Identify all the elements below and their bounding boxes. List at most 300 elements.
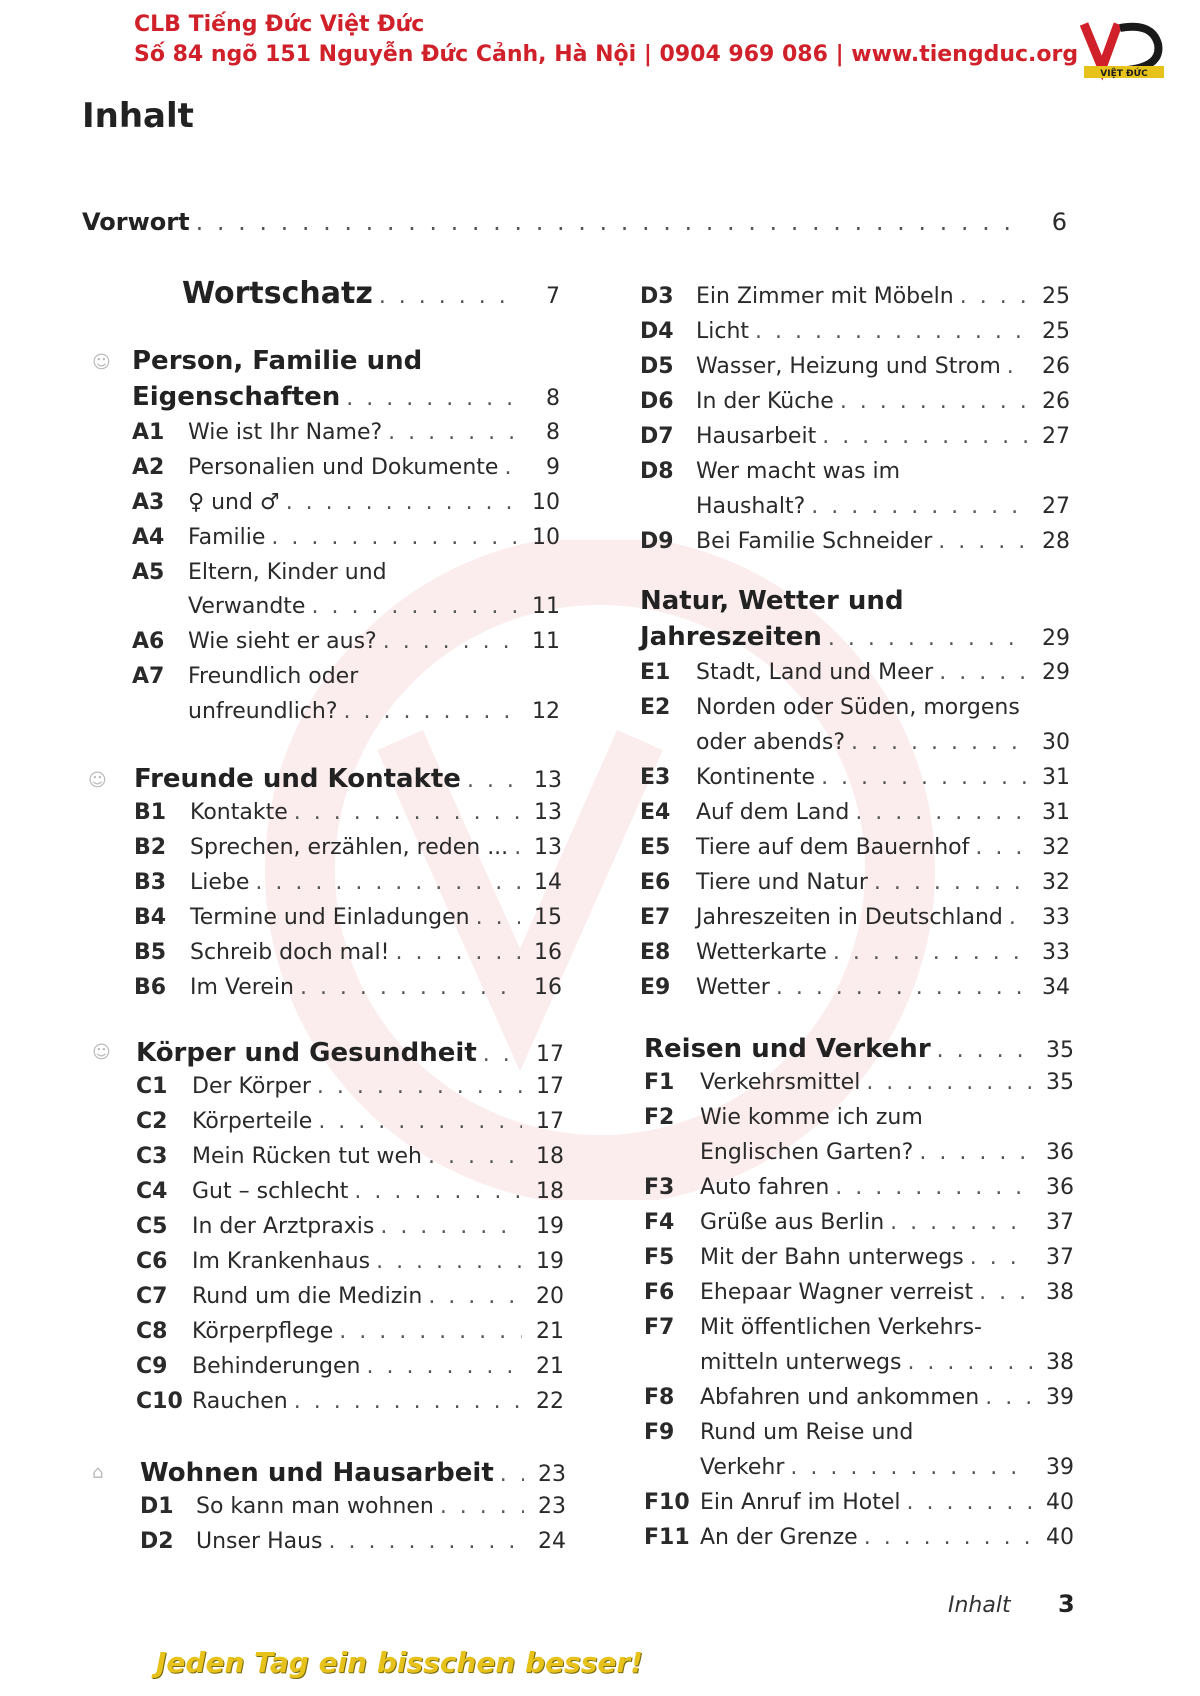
toc-entry-d7[interactable]: [640, 424, 1070, 449]
entry-number: E7: [640, 905, 671, 930]
toc-entry-e9[interactable]: [640, 975, 1070, 1000]
entry-number: E2: [640, 695, 671, 720]
page-number: 13: [534, 768, 562, 793]
entry-title: Stadt, Land und Meer: [696, 660, 934, 685]
toc-entry-b1[interactable]: [134, 800, 562, 825]
dot-leader: [890, 1210, 1032, 1235]
entry-title: Abfahren und ankommen: [700, 1385, 980, 1410]
entry-number: C9: [136, 1354, 168, 1379]
page-number: 6: [1051, 208, 1067, 236]
toc-entry-f9-line1[interactable]: [644, 1420, 1074, 1445]
entry-title: Sprechen, erzählen, reden ...: [190, 835, 509, 860]
entry-number: B1: [134, 800, 167, 825]
page-number: 26: [1042, 354, 1070, 379]
entry-title: Kontinente: [696, 765, 816, 790]
toc-entry-e2[interactable]: [640, 730, 1070, 755]
entry-number: C4: [136, 1179, 168, 1204]
entry-title: Tiere auf dem Bauernhof: [696, 835, 970, 860]
entry-title: Jahreszeiten in Deutschland: [696, 905, 1003, 930]
toc-entry-b5[interactable]: [134, 940, 562, 965]
page-number: 39: [1046, 1385, 1074, 1410]
toc-entry-d8[interactable]: [640, 494, 1070, 519]
dot-leader: [286, 490, 518, 515]
toc-entry-d3[interactable]: [640, 284, 1070, 309]
entry-title-cont: oder abends?: [696, 730, 846, 755]
entry-number: D6: [640, 389, 674, 414]
entry-title: Behinderungen: [192, 1354, 361, 1379]
entry-number: F2: [644, 1105, 675, 1130]
dot-leader: [354, 1179, 522, 1204]
entry-number: F7: [644, 1315, 675, 1340]
toc-entry-d6[interactable]: [640, 389, 1070, 414]
toc-entry-c3[interactable]: [136, 1144, 564, 1169]
page-number: 24: [538, 1529, 566, 1554]
page-number: 33: [1042, 905, 1070, 930]
dot-leader: [294, 800, 520, 825]
page-number: 21: [536, 1354, 564, 1379]
entry-title-cont: unfreundlich?: [188, 699, 338, 724]
page-number: 12: [532, 699, 560, 724]
page-number: 16: [534, 940, 562, 965]
page-number: 27: [1042, 494, 1070, 519]
page-number: 31: [1042, 765, 1070, 790]
dot-leader: [476, 905, 520, 930]
toc-entry-a6[interactable]: [132, 629, 560, 654]
page-number: 21: [536, 1319, 564, 1344]
dot-leader: [376, 1249, 522, 1274]
page-number: 35: [1046, 1038, 1074, 1063]
dot-leader: [255, 870, 520, 895]
person-icon: ☺: [92, 352, 111, 373]
toc-entry-f7[interactable]: [644, 1350, 1074, 1375]
dot-leader: [835, 1175, 1032, 1200]
entry-number: F5: [644, 1245, 675, 1270]
dot-leader: [822, 424, 1028, 449]
entry-title: Grüße aus Berlin: [700, 1210, 885, 1235]
entry-number: A5: [132, 560, 165, 585]
entry-title: In der Küche: [696, 389, 834, 414]
entry-number: D5: [640, 354, 674, 379]
entry-number: C8: [136, 1319, 168, 1344]
page-number: 38: [1046, 1350, 1074, 1375]
entry-number: F1: [644, 1070, 675, 1095]
entry-number: C5: [136, 1214, 168, 1239]
entry-number: A1: [132, 420, 165, 445]
dot-leader: [483, 1042, 522, 1067]
entry-title-cont: Verwandte: [188, 594, 306, 619]
toc-section-d[interactable]: [140, 1458, 566, 1488]
section-title-a-line1: Person, Familie und: [132, 346, 423, 376]
toc-entry-f7-line1[interactable]: [644, 1315, 1074, 1340]
toc-entry-f4[interactable]: [644, 1210, 1074, 1235]
entry-number: F4: [644, 1210, 675, 1235]
entry-title: Mit öffentlichen Verkehrs-: [700, 1315, 982, 1340]
page-number: 25: [1042, 319, 1070, 344]
toc-entry-c1[interactable]: [136, 1074, 564, 1099]
dot-leader: [300, 975, 520, 1000]
toc-entry-b4[interactable]: [134, 905, 562, 930]
toc-entry-f6[interactable]: [644, 1280, 1074, 1305]
toc-entry-c2[interactable]: [136, 1109, 564, 1134]
toc-entry-f11[interactable]: [644, 1525, 1074, 1550]
entry-title-cont: Haushalt?: [696, 494, 806, 519]
entry-title: Auto fahren: [700, 1175, 830, 1200]
page-number: 40: [1046, 1490, 1074, 1515]
entry-title: Gut – schlecht: [192, 1179, 349, 1204]
dot-leader: [938, 529, 1028, 554]
entry-title: Termine und Einladungen: [190, 905, 470, 930]
toc-entry-f5[interactable]: [644, 1245, 1074, 1270]
entry-title: Kontakte: [190, 800, 288, 825]
page-number: 23: [538, 1494, 566, 1519]
dot-leader: [346, 386, 518, 411]
toc-entry-d1[interactable]: [140, 1494, 566, 1519]
toc-entry-d4[interactable]: [640, 319, 1070, 344]
entry-title: Rund um Reise und: [700, 1420, 914, 1445]
page-number: 17: [536, 1074, 564, 1099]
toc-entry-vorwort[interactable]: [82, 208, 1067, 236]
toc-entry-f8[interactable]: [644, 1385, 1074, 1410]
entry-title: Ehepaar Wagner verreist: [700, 1280, 974, 1305]
entry-title: Rund um die Medizin: [192, 1284, 423, 1309]
dot-leader: [504, 455, 518, 480]
page-number: 17: [536, 1042, 564, 1067]
house-icon: ⌂: [92, 1462, 104, 1483]
dot-leader: [970, 1245, 1032, 1270]
entry-number: E8: [640, 940, 671, 965]
toc-entry-e4[interactable]: [640, 800, 1070, 825]
entry-number: B2: [134, 835, 167, 860]
dot-leader: [344, 699, 518, 724]
entry-number: F11: [644, 1525, 690, 1550]
entry-number: D1: [140, 1494, 174, 1519]
page-number: 40: [1046, 1525, 1074, 1550]
toc-entry-e5[interactable]: [640, 835, 1070, 860]
page-title: Inhalt: [82, 96, 194, 136]
section-title-b: Freunde und Kontakte: [134, 764, 461, 794]
entry-number: D2: [140, 1529, 174, 1554]
toc-entry-f2-line1[interactable]: [644, 1105, 1074, 1130]
dot-leader: [840, 389, 1028, 414]
page-number: 15: [534, 905, 562, 930]
toc-section-f[interactable]: [644, 1034, 1074, 1064]
page-number: 8: [546, 386, 560, 411]
toc-entry-d8-line1[interactable]: [640, 459, 1070, 484]
dot-leader: [271, 525, 518, 550]
toc-entry-b3[interactable]: [134, 870, 562, 895]
dot-leader: [960, 284, 1028, 309]
dot-leader: [339, 1319, 522, 1344]
toc-entry-a5[interactable]: [132, 594, 560, 619]
toc-entry-e1[interactable]: [640, 660, 1070, 685]
dot-leader: [196, 208, 1025, 236]
page-number: 30: [1042, 730, 1070, 755]
logo-text: VIỆT ĐỨC: [1100, 69, 1148, 79]
entry-title: Mit der Bahn unterwegs: [700, 1245, 964, 1270]
page-number: 39: [1046, 1455, 1074, 1480]
entry-number: D7: [640, 424, 674, 449]
page-number: 36: [1046, 1175, 1074, 1200]
page-number: 7: [546, 284, 560, 309]
entry-title: Familie: [188, 525, 266, 550]
entry-number: F3: [644, 1175, 675, 1200]
entry-title: Ein Zimmer mit Möbeln: [696, 284, 954, 309]
dot-leader: [383, 629, 518, 654]
dot-leader: [395, 940, 520, 965]
entry-number: E5: [640, 835, 671, 860]
people-icon: ☺: [88, 770, 107, 791]
toc-entry-f2[interactable]: [644, 1140, 1074, 1165]
page-number: 22: [536, 1389, 564, 1414]
entry-number: A2: [132, 455, 165, 480]
toc-entry-f10[interactable]: [644, 1490, 1074, 1515]
toc-entry-c4[interactable]: [136, 1179, 564, 1204]
club-name: CLB Tiếng Đức Việt Đức: [134, 12, 425, 37]
page-number: 31: [1042, 800, 1070, 825]
toc-entry-a3[interactable]: [132, 490, 560, 515]
dot-leader: [428, 1284, 522, 1309]
entry-number: D8: [640, 459, 674, 484]
entry-title: Freundlich oder: [188, 664, 359, 689]
page-number: 33: [1042, 940, 1070, 965]
dot-leader: [1009, 905, 1028, 930]
entry-title: Schreib doch mal!: [190, 940, 390, 965]
entry-number: C7: [136, 1284, 168, 1309]
entry-number: B3: [134, 870, 167, 895]
entry-number: C6: [136, 1249, 168, 1274]
entry-title: An der Grenze: [700, 1525, 858, 1550]
page-number: 10: [532, 525, 560, 550]
page-number: 23: [538, 1462, 566, 1487]
entry-title-cont: Englischen Garten?: [700, 1140, 914, 1165]
dot-leader: [939, 660, 1028, 685]
page-number: 11: [532, 629, 560, 654]
dot-leader: [975, 835, 1028, 860]
page-number: 11: [532, 594, 560, 619]
entry-title: Auf dem Land: [696, 800, 850, 825]
toc-heading-wortschatz[interactable]: [182, 276, 560, 311]
footer-page-number: 3: [1058, 1590, 1075, 1618]
toc-section-a[interactable]: [132, 382, 560, 412]
dot-leader: [318, 1109, 522, 1134]
page-number: 32: [1042, 870, 1070, 895]
page-number: 20: [536, 1284, 564, 1309]
dot-leader: [380, 1214, 522, 1239]
entry-number: D4: [640, 319, 674, 344]
toc-entry-e6[interactable]: [640, 870, 1070, 895]
toc-entry-e7[interactable]: [640, 905, 1070, 930]
entry-title: Hausarbeit: [696, 424, 817, 449]
section-title-a-line2: Eigenschaften: [132, 382, 341, 412]
toc-entry-e3[interactable]: [640, 765, 1070, 790]
toc-entry-c9[interactable]: [136, 1354, 564, 1379]
section-title-e-line1: Natur, Wetter und: [640, 586, 904, 616]
entry-number: F6: [644, 1280, 675, 1305]
toc-entry-c5[interactable]: [136, 1214, 564, 1239]
page-number: 14: [534, 870, 562, 895]
toc-entry-b2[interactable]: [134, 835, 562, 860]
entry-title: Norden oder Süden, morgens: [696, 695, 1020, 720]
page-number: 18: [536, 1179, 564, 1204]
section-title: Wortschatz: [182, 276, 373, 311]
entry-title: Wer macht was im: [696, 459, 901, 484]
page-number: 35: [1046, 1070, 1074, 1095]
entry-number: E6: [640, 870, 671, 895]
dot-leader: [428, 1144, 522, 1169]
entry-title-cont: mitteln unterwegs: [700, 1350, 902, 1375]
entry-title: In der Arztpraxis: [192, 1214, 375, 1239]
entry-title: Wie ist Ihr Name?: [188, 420, 383, 445]
toc-entry-c8[interactable]: [136, 1319, 564, 1344]
entry-title: Wie komme ich zum: [700, 1105, 923, 1130]
toc-entry-e8[interactable]: [640, 940, 1070, 965]
entry-title: Der Körper: [192, 1074, 311, 1099]
toc-entry-a7-line1[interactable]: [132, 664, 560, 689]
toc-entry-e2-line1[interactable]: [640, 695, 1070, 720]
page-number: 37: [1046, 1210, 1074, 1235]
section-title-f: Reisen und Verkehr: [644, 1034, 931, 1064]
entry-number: B5: [134, 940, 167, 965]
entry-number: F10: [644, 1490, 690, 1515]
page-number: 13: [534, 800, 562, 825]
page-number: 10: [532, 490, 560, 515]
entry-title: Wasser, Heizung und Strom: [696, 354, 1001, 379]
dot-leader: [500, 1462, 524, 1487]
toc-entry-d9[interactable]: [640, 529, 1070, 554]
dot-leader: [514, 835, 520, 860]
entry-title: Eltern, Kinder und: [188, 560, 387, 585]
entry-title: Wie sieht er aus?: [188, 629, 377, 654]
entry-title: Tiere und Natur: [696, 870, 868, 895]
entry-title: Im Krankenhaus: [192, 1249, 371, 1274]
entry-number: E1: [640, 660, 671, 685]
toc-entry-d5[interactable]: [640, 354, 1070, 379]
section-title-c: Körper und Gesundheit: [136, 1038, 477, 1068]
dot-leader: [979, 1280, 1032, 1305]
entry-title: Wetter: [696, 975, 770, 1000]
dot-leader: [440, 1494, 524, 1519]
entry-number: C3: [136, 1144, 168, 1169]
dot-leader: [919, 1140, 1032, 1165]
entry-title: Rauchen: [192, 1389, 288, 1414]
dot-leader: [833, 940, 1028, 965]
entry-number: C1: [136, 1074, 168, 1099]
dot-leader: [874, 870, 1028, 895]
toc-section-c[interactable]: [136, 1038, 564, 1068]
toc-entry-c7[interactable]: [136, 1284, 564, 1309]
entry-title: So kann man wohnen: [196, 1494, 434, 1519]
entry-number: E4: [640, 800, 671, 825]
entry-title: Wetterkarte: [696, 940, 827, 965]
dot-leader: [790, 1455, 1032, 1480]
toc-entry-c10[interactable]: [136, 1389, 564, 1414]
dot-leader: [851, 730, 1028, 755]
section-title-d: Wohnen und Hausarbeit: [140, 1458, 494, 1488]
toc-entry-a5-line1[interactable]: [132, 560, 560, 585]
dot-leader: [367, 1354, 522, 1379]
entry-number: D3: [640, 284, 674, 309]
entry-number: C2: [136, 1109, 168, 1134]
dot-leader: [811, 494, 1028, 519]
entry-number: E3: [640, 765, 671, 790]
toc-entry-c6[interactable]: [136, 1249, 564, 1274]
page-number: 27: [1042, 424, 1070, 449]
toc-entry-d2[interactable]: [140, 1529, 566, 1554]
entry-number: B4: [134, 905, 167, 930]
dot-leader: [467, 768, 520, 793]
dot-leader: [329, 1529, 524, 1554]
dot-leader: [937, 1038, 1032, 1063]
page-number: 37: [1046, 1245, 1074, 1270]
entry-number: F9: [644, 1420, 675, 1445]
dot-leader: [317, 1074, 522, 1099]
toc-entry-f9[interactable]: [644, 1455, 1074, 1480]
page-number: 17: [536, 1109, 564, 1134]
toc-section-e[interactable]: [640, 622, 1070, 652]
toc-entry-a2[interactable]: [132, 455, 560, 480]
dot-leader: [379, 284, 518, 309]
dot-leader: [855, 800, 1028, 825]
entry-number: E9: [640, 975, 671, 1000]
page-number: 9: [546, 455, 560, 480]
toc-section-b[interactable]: [134, 764, 562, 794]
entry-title: Im Verein: [190, 975, 294, 1000]
page-number: 29: [1042, 660, 1070, 685]
dot-leader: [311, 594, 518, 619]
page-number: 38: [1046, 1280, 1074, 1305]
page-number: 19: [536, 1249, 564, 1274]
entry-number: A6: [132, 629, 165, 654]
footer-label: Inhalt: [948, 1593, 1011, 1618]
entry-number: C10: [136, 1389, 183, 1414]
entry-title: Licht: [696, 319, 750, 344]
toc-entry-b6[interactable]: [134, 975, 562, 1000]
toc-entry-a7[interactable]: [132, 699, 560, 724]
entry-title: Liebe: [190, 870, 250, 895]
dot-leader: [907, 1350, 1032, 1375]
dot-leader: [776, 975, 1028, 1000]
slogan: Jeden Tag ein bisschen besser!: [156, 1646, 643, 1679]
entry-title: Körperteile: [192, 1109, 313, 1134]
dot-leader: [828, 626, 1028, 651]
dot-leader: [1007, 354, 1028, 379]
dot-leader: [985, 1385, 1032, 1410]
page-number: 19: [536, 1214, 564, 1239]
page-number: 29: [1042, 626, 1070, 651]
page-number: 18: [536, 1144, 564, 1169]
page-number: 8: [546, 420, 560, 445]
toc-label: Vorwort: [82, 208, 190, 236]
dot-leader: [294, 1389, 522, 1414]
page-number: 26: [1042, 389, 1070, 414]
toc-entry-f3[interactable]: [644, 1175, 1074, 1200]
toc-entry-a1[interactable]: [132, 420, 560, 445]
toc-entry-f1[interactable]: [644, 1070, 1074, 1095]
entry-title: Bei Familie Schneider: [696, 529, 933, 554]
entry-number: A7: [132, 664, 165, 689]
page-number: 36: [1046, 1140, 1074, 1165]
entry-title: Mein Rücken tut weh: [192, 1144, 422, 1169]
entry-number: A4: [132, 525, 165, 550]
page-number: 32: [1042, 835, 1070, 860]
dot-leader: [866, 1070, 1032, 1095]
toc-entry-a4[interactable]: [132, 525, 560, 550]
entry-title-cont: Verkehr: [700, 1455, 785, 1480]
page-number: 25: [1042, 284, 1070, 309]
dot-leader: [755, 319, 1028, 344]
entry-number: A3: [132, 490, 165, 515]
page-number: 16: [534, 975, 562, 1000]
